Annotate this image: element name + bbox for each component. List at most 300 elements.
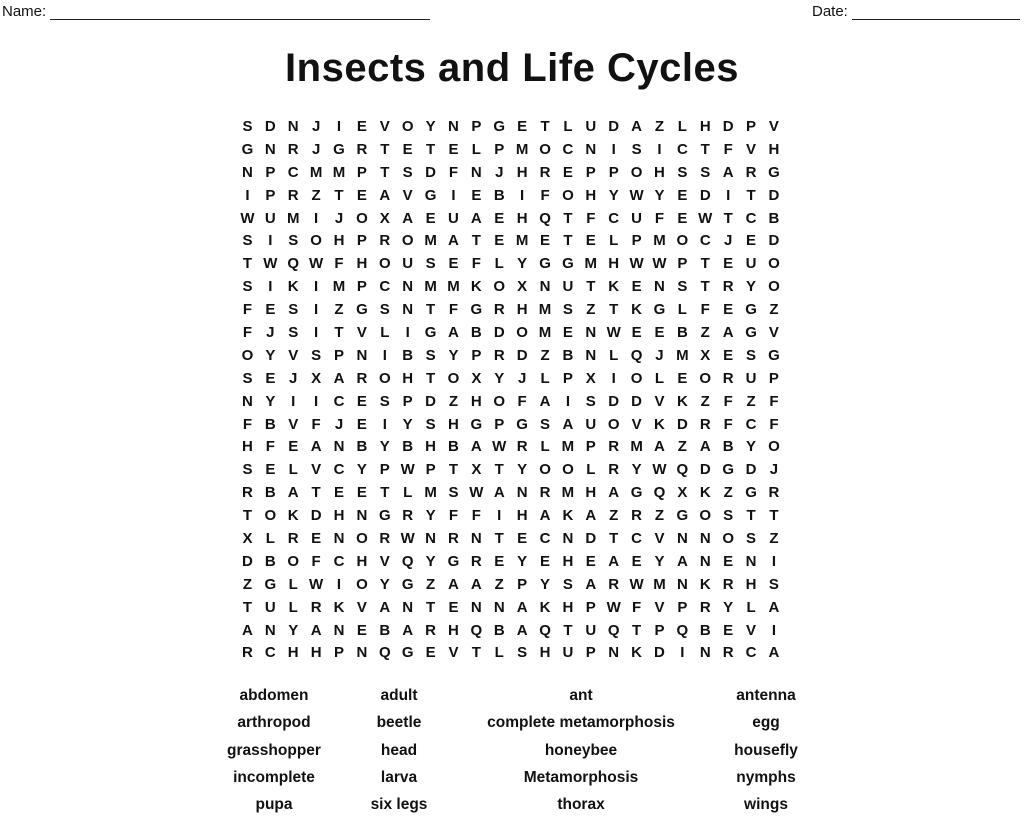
grid-letter: G: [333, 140, 345, 158]
grid-letter: H: [539, 644, 551, 662]
grid-letter: Y: [517, 461, 528, 479]
grid-letter: E: [356, 117, 367, 135]
grid-letter: M: [653, 575, 666, 593]
grid-letter: Z: [769, 529, 779, 547]
grid-letter: G: [401, 644, 414, 662]
grid-letter: P: [562, 369, 573, 387]
grid-letter: R: [287, 140, 299, 158]
grid-letter: D: [768, 186, 780, 204]
grid-letter: M: [584, 255, 598, 273]
grid-letter: A: [448, 232, 459, 250]
grid-letter: A: [585, 507, 597, 525]
grid-letter: R: [379, 529, 391, 547]
date-line[interactable]: [852, 4, 1020, 20]
grid-letter: O: [378, 255, 391, 273]
grid-letter: R: [379, 232, 391, 250]
grid-letter: N: [699, 552, 711, 570]
word-bank-item: antenna: [736, 687, 796, 704]
grid-letter: R: [470, 552, 482, 570]
grid-letter: S: [379, 301, 390, 319]
grid-letter: U: [264, 209, 276, 227]
grid-letter: L: [288, 598, 298, 616]
grid-letter: Y: [654, 552, 665, 570]
grid-letter: A: [470, 438, 482, 456]
grid-letter: E: [746, 232, 757, 250]
grid-letter: F: [517, 392, 527, 410]
grid-letter: O: [607, 415, 620, 433]
grid-row: [236, 458, 785, 481]
grid-letter: G: [401, 575, 414, 593]
grid-letter: N: [608, 644, 620, 662]
grid-letter: N: [585, 346, 597, 364]
grid-letter: S: [700, 163, 711, 181]
grid-letter: T: [494, 461, 504, 479]
grid-letter: P: [356, 232, 367, 250]
grid-letter: N: [356, 507, 368, 525]
grid-letter: F: [769, 415, 779, 433]
grid-letter: Q: [676, 461, 689, 479]
grid-letter: R: [287, 529, 299, 547]
grid-letter: T: [494, 529, 504, 547]
grid-letter: Y: [402, 415, 413, 433]
grid-letter: T: [700, 278, 710, 296]
grid-letter: E: [723, 552, 734, 570]
grid-letter: F: [311, 552, 321, 570]
grid-letter: A: [608, 484, 620, 502]
grid-letter: C: [699, 232, 711, 250]
grid-letter: G: [516, 415, 528, 433]
grid-letter: T: [540, 117, 550, 135]
grid-letter: Q: [539, 621, 551, 639]
grid-letter: E: [723, 301, 734, 319]
word-bank-item: housefly: [734, 741, 798, 759]
grid-letter: F: [242, 301, 253, 319]
date-label: Date:: [812, 3, 848, 20]
grid-letter: A: [402, 209, 414, 227]
grid-letter: D: [676, 415, 688, 433]
grid-letter: P: [585, 438, 596, 456]
grid-letter: H: [356, 255, 368, 273]
grid-letter: I: [382, 415, 387, 433]
grid-letter: D: [242, 552, 253, 570]
grid-letter: P: [654, 621, 665, 639]
grid-letter: M: [332, 163, 346, 181]
grid-letter: M: [424, 278, 437, 296]
grid-letter: B: [402, 438, 414, 456]
grid-row: [236, 321, 785, 344]
grid-letter: S: [631, 140, 642, 158]
grid-letter: N: [242, 392, 253, 410]
grid-letter: Y: [448, 346, 459, 364]
grid-letter: C: [333, 552, 345, 570]
grid-letter: O: [356, 529, 368, 547]
name-field[interactable]: [2, 3, 430, 20]
grid-letter: Z: [700, 392, 710, 410]
grid-letter: B: [768, 209, 780, 227]
grid-letter: P: [631, 232, 642, 250]
grid-letter: O: [676, 232, 689, 250]
grid-letter: F: [471, 507, 481, 525]
grid-letter: J: [655, 346, 664, 364]
grid-row: [236, 367, 785, 390]
grid-letter: Q: [630, 346, 643, 364]
grid-letter: E: [356, 415, 367, 433]
word-bank-item: complete metamorphosis: [487, 714, 675, 732]
grid-letter: Q: [378, 644, 391, 662]
grid-letter: Z: [448, 392, 459, 410]
grid-letter: Y: [608, 186, 619, 204]
grid-letter: E: [677, 186, 688, 204]
grid-letter: O: [493, 278, 506, 296]
grid-row: [236, 344, 785, 367]
grid-letter: G: [653, 301, 666, 319]
grid-letter: K: [676, 392, 688, 410]
grid-letter: I: [314, 301, 319, 319]
grid-letter: O: [722, 529, 734, 547]
grid-letter: N: [470, 529, 482, 547]
grid-letter: Y: [654, 186, 665, 204]
grid-letter: P: [585, 163, 596, 181]
grid-letter: X: [471, 461, 482, 479]
grid-letter: L: [265, 529, 275, 547]
grid-letter: B: [356, 438, 368, 456]
grid-letter: E: [334, 484, 345, 502]
grid-letter: O: [699, 507, 712, 525]
grid-letter: G: [356, 301, 368, 319]
grid-letter: S: [425, 415, 436, 433]
grid-letter: E: [265, 461, 276, 479]
grid-letter: E: [448, 598, 459, 616]
grid-letter: T: [334, 186, 344, 204]
grid-letter: G: [424, 186, 437, 204]
grid-letter: N: [539, 278, 551, 296]
grid-letter: O: [241, 346, 254, 364]
grid-row: [236, 481, 785, 504]
grid-letter: S: [517, 644, 528, 662]
grid-letter: S: [585, 392, 596, 410]
grid-letter: R: [699, 598, 711, 616]
grid-letter: Y: [746, 438, 757, 456]
grid-letter: T: [563, 232, 573, 250]
grid-letter: X: [379, 209, 390, 227]
grid-letter: M: [676, 346, 689, 364]
grid-letter: A: [722, 163, 734, 181]
grid-letter: M: [332, 278, 346, 296]
grid-letter: J: [311, 140, 321, 158]
grid-letter: P: [334, 346, 345, 364]
grid-letter: K: [562, 507, 574, 525]
word-bank-item: Metamorphosis: [523, 768, 639, 786]
grid-letter: V: [356, 598, 367, 616]
grid-letter: S: [425, 255, 436, 273]
grid-letter: T: [700, 140, 710, 158]
grid-letter: L: [471, 140, 481, 158]
grid-letter: V: [288, 346, 299, 364]
grid-letter: H: [562, 552, 574, 570]
grid-letter: U: [585, 621, 597, 639]
grid-letter: T: [700, 255, 710, 273]
grid-letter: F: [700, 301, 710, 319]
word-bank-item: incomplete: [233, 768, 315, 786]
grid-letter: G: [745, 484, 757, 502]
grid-letter: S: [746, 346, 757, 364]
grid-letter: F: [448, 507, 459, 525]
grid-letter: R: [242, 484, 253, 502]
grid-letter: W: [606, 598, 621, 616]
grid-letter: D: [516, 346, 528, 364]
grid-letter: W: [698, 209, 713, 227]
grid-letter: O: [768, 255, 780, 273]
grid-letter: C: [745, 415, 757, 433]
grid-letter: T: [425, 598, 436, 616]
grid-letter: S: [562, 301, 573, 319]
word-bank-item: larva: [380, 768, 418, 786]
grid-letter: X: [311, 369, 322, 387]
grid-letter: V: [654, 598, 665, 616]
grid-letter: P: [379, 461, 390, 479]
grid-letter: F: [723, 140, 733, 158]
word-bank-item: six legs: [370, 796, 428, 814]
grid-letter: N: [356, 644, 368, 662]
grid-letter: B: [493, 186, 505, 204]
grid-letter: T: [471, 232, 481, 250]
grid-row: [236, 435, 785, 458]
grid-letter: I: [314, 392, 319, 410]
grid-letter: O: [562, 186, 574, 204]
grid-letter: P: [608, 163, 619, 181]
grid-row: [236, 252, 785, 275]
grid-letter: A: [287, 484, 299, 502]
grid-letter: H: [448, 621, 459, 639]
grid-letter: Y: [631, 461, 642, 479]
grid-letter: I: [336, 117, 342, 135]
grid-letter: Q: [653, 484, 666, 502]
grid-letter: D: [493, 323, 505, 341]
grid-letter: N: [448, 117, 459, 135]
grid-letter: O: [401, 117, 414, 135]
grid-letter: L: [494, 644, 504, 662]
grid-letter: T: [723, 209, 733, 227]
grid-letter: S: [425, 346, 436, 364]
grid-letter: Z: [425, 575, 436, 593]
grid-letter: T: [334, 323, 344, 341]
grid-letter: Z: [494, 575, 504, 593]
grid-letter: T: [380, 484, 390, 502]
grid-letter: K: [699, 575, 711, 593]
grid-letter: A: [654, 438, 665, 456]
grid-letter: M: [561, 484, 575, 502]
word-bank-item: abdomen: [239, 687, 309, 704]
grid-letter: D: [722, 117, 734, 135]
grid-letter: L: [677, 301, 687, 319]
grid-letter: I: [314, 323, 319, 341]
grid-letter: M: [630, 438, 643, 456]
grid-letter: M: [561, 438, 575, 456]
grid-letter: V: [448, 644, 459, 662]
grid-letter: T: [311, 484, 321, 502]
grid-letter: J: [334, 415, 344, 433]
grid-letter: E: [677, 369, 688, 387]
grid-letter: H: [402, 369, 414, 387]
grid-letter: V: [379, 552, 390, 570]
grid-letter: J: [495, 163, 504, 181]
grid-letter: N: [699, 644, 711, 662]
grid-letter: M: [515, 232, 529, 250]
grid-letter: E: [494, 209, 505, 227]
grid-letter: E: [631, 278, 642, 296]
grid-letter: H: [699, 117, 711, 135]
grid-letter: T: [609, 301, 619, 319]
grid-letter: P: [265, 186, 276, 204]
grid-letter: L: [677, 117, 687, 135]
grid-letter: J: [769, 461, 779, 479]
grid-letter: S: [402, 163, 413, 181]
grid-letter: N: [402, 598, 414, 616]
grid-letter: B: [379, 621, 391, 639]
grid-letter: R: [287, 186, 299, 204]
grid-letter: O: [699, 369, 712, 387]
grid-letter: T: [380, 140, 390, 158]
grid-letter: Y: [265, 346, 276, 364]
grid-letter: U: [585, 117, 597, 135]
grid-letter: R: [356, 369, 368, 387]
grid-letter: F: [242, 323, 253, 341]
word-bank-row: [0, 714, 1024, 741]
grid-letter: X: [677, 484, 688, 502]
grid-letter: X: [471, 369, 482, 387]
grid-letter: K: [631, 301, 642, 319]
grid-letter: O: [630, 369, 643, 387]
grid-letter: A: [516, 621, 528, 639]
grid-letter: D: [264, 117, 276, 135]
grid-letter: N: [333, 529, 345, 547]
word-bank-item: nymphs: [736, 768, 796, 786]
grid-letter: X: [242, 529, 253, 547]
grid-letter: I: [245, 186, 250, 204]
grid-letter: C: [264, 644, 276, 662]
grid-letter: C: [631, 529, 642, 547]
grid-letter: U: [585, 415, 597, 433]
grid-letter: I: [520, 186, 525, 204]
grid-letter: T: [632, 621, 642, 639]
grid-letter: G: [378, 507, 391, 525]
grid-letter: E: [631, 323, 642, 341]
grid-letter: R: [539, 163, 551, 181]
grid-letter: C: [333, 392, 345, 410]
grid-letter: A: [722, 323, 734, 341]
grid-letter: A: [379, 186, 391, 204]
grid-letter: B: [699, 621, 711, 639]
grid-letter: R: [493, 346, 505, 364]
name-line[interactable]: [50, 4, 430, 20]
grid-letter: M: [653, 232, 666, 250]
grid-letter: R: [310, 598, 322, 616]
grid-letter: B: [493, 621, 505, 639]
grid-letter: P: [471, 117, 482, 135]
grid-letter: O: [768, 278, 780, 296]
grid-letter: E: [723, 346, 734, 364]
grid-letter: I: [451, 186, 456, 204]
grid-letter: H: [516, 301, 528, 319]
grid-letter: X: [517, 278, 528, 296]
grid-letter: H: [470, 392, 482, 410]
grid-letter: C: [333, 461, 345, 479]
grid-letter: B: [448, 438, 459, 456]
word-bank-row: [0, 769, 1024, 796]
grid-letter: N: [264, 621, 276, 639]
grid-letter: I: [314, 209, 319, 227]
grid-letter: T: [586, 278, 596, 296]
grid-row: [236, 413, 785, 436]
grid-letter: R: [608, 575, 620, 593]
grid-letter: S: [288, 301, 299, 319]
grid-letter: D: [425, 163, 436, 181]
grid-letter: E: [723, 621, 734, 639]
grid-letter: W: [309, 575, 324, 593]
grid-letter: N: [470, 163, 482, 181]
grid-letter: G: [676, 507, 689, 525]
grid-row: [236, 207, 785, 230]
grid-letter: Y: [425, 507, 436, 525]
date-field[interactable]: [812, 3, 1020, 20]
grid-letter: Y: [379, 438, 390, 456]
grid-letter: K: [608, 278, 620, 296]
grid-letter: E: [494, 232, 505, 250]
grid-letter: B: [264, 484, 276, 502]
grid-letter: V: [288, 415, 299, 433]
grid-row: [236, 550, 785, 573]
grid-letter: Q: [539, 209, 551, 227]
grid-letter: U: [264, 598, 276, 616]
grid-letter: S: [540, 415, 551, 433]
grid-letter: O: [356, 575, 368, 593]
grid-letter: E: [517, 117, 528, 135]
grid-letter: Q: [676, 621, 689, 639]
grid-letter: J: [289, 369, 298, 387]
grid-letter: T: [425, 140, 436, 158]
grid-letter: O: [356, 209, 368, 227]
grid-letter: E: [356, 621, 367, 639]
grid-letter: I: [611, 369, 616, 387]
word-bank-row: [0, 796, 1024, 823]
grid-letter: S: [288, 232, 299, 250]
grid-letter: G: [447, 552, 460, 570]
grid-letter: E: [723, 255, 734, 273]
grid-letter: T: [769, 507, 779, 525]
grid-letter: H: [585, 484, 597, 502]
word-bank-row: [0, 742, 1024, 769]
grid-letter: H: [654, 163, 665, 181]
grid-letter: Z: [654, 507, 665, 525]
grid-letter: I: [497, 507, 502, 525]
word-bank-item: wings: [744, 796, 788, 814]
grid-letter: U: [448, 209, 459, 227]
grid-letter: Y: [288, 621, 299, 639]
grid-letter: Z: [723, 484, 733, 502]
grid-letter: K: [287, 278, 299, 296]
grid-letter: S: [242, 369, 253, 387]
grid-letter: E: [448, 140, 459, 158]
grid-letter: J: [334, 209, 344, 227]
grid-letter: I: [771, 552, 777, 570]
grid-letter: G: [630, 484, 643, 502]
grid-letter: E: [288, 438, 299, 456]
grid-letter: W: [629, 186, 644, 204]
grid-letter: G: [241, 140, 254, 158]
grid-letter: K: [470, 278, 482, 296]
grid-letter: E: [265, 369, 276, 387]
grid-letter: W: [629, 575, 644, 593]
